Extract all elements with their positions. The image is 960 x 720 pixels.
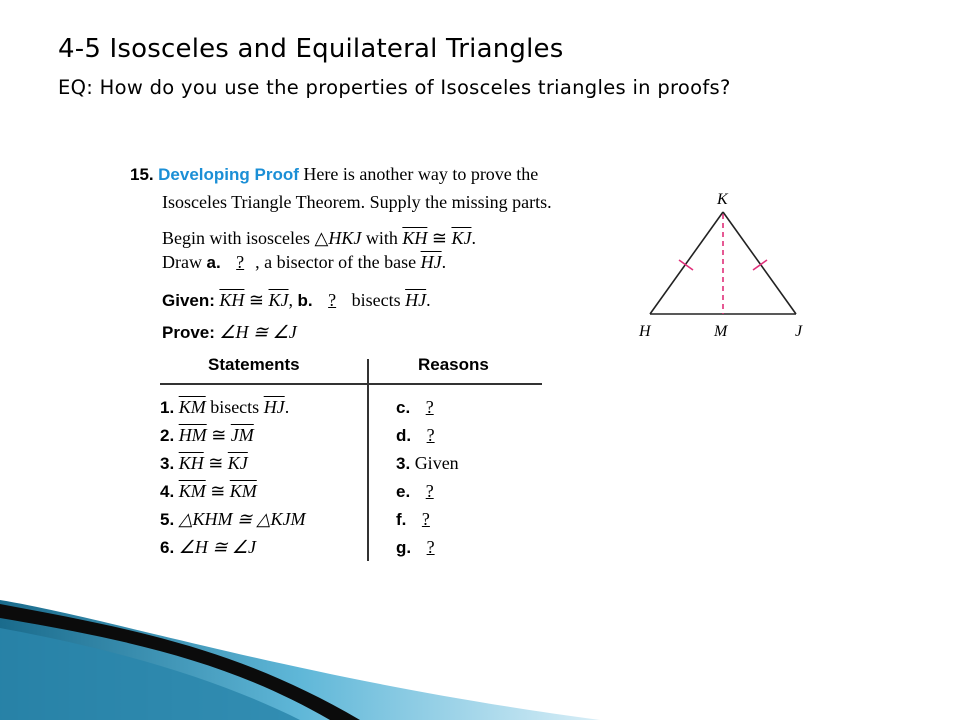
blank-b: ? xyxy=(328,290,337,310)
given-segment-hj: $\overline{HJ}$ xyxy=(405,290,427,310)
slide-title: 4-5 Isosceles and Equilateral Triangles xyxy=(58,34,564,64)
table-row xyxy=(160,509,542,537)
vertex-label-j: J xyxy=(795,323,803,340)
problem-intro-1: Here is another way to prove the xyxy=(303,164,539,184)
part-a-label: a. xyxy=(206,253,221,272)
table-row xyxy=(160,397,542,425)
blank-a: ? xyxy=(236,252,245,272)
bisects-text: bisects xyxy=(347,290,406,310)
table-row xyxy=(160,425,542,453)
essential-question: EQ: How do you use the properties of Isosceles triangles in proofs? xyxy=(58,76,731,99)
statement-seg-a: $\overline{KM}$ xyxy=(178,397,206,417)
given-label: Given: xyxy=(162,291,215,310)
triangle-diagram xyxy=(630,186,820,346)
segment-kh: $\overline{KH}$ xyxy=(402,228,428,248)
statement-seg-a: $\overline{KH}$ xyxy=(178,453,204,473)
problem-prove-line xyxy=(162,318,297,347)
reason-label: d. xyxy=(396,426,412,445)
reason-label: 3. xyxy=(396,454,411,473)
statement-mid: bisects xyxy=(205,397,264,417)
problem-intro-line-2 xyxy=(162,188,552,216)
period: . xyxy=(471,228,476,248)
congruent-symbol: ≅ xyxy=(427,228,452,248)
table-header-rule xyxy=(160,383,542,385)
row-number: 4. xyxy=(160,482,175,501)
statement-seg-b: $\overline{JM}$ xyxy=(230,425,254,445)
segment-hj: $\overline{HJ}$ xyxy=(420,252,442,272)
period: . xyxy=(441,252,447,272)
part-b-label: b. xyxy=(297,291,313,310)
congruent-symbol: ≅ xyxy=(244,290,269,310)
row-number: 6. xyxy=(160,538,175,557)
reason-blank: ? xyxy=(426,537,435,557)
decorative-bottom-swoosh xyxy=(0,590,960,720)
problem-given-line: Given: $\overline{KH}$ ≅ $\overline{KJ}$, b. ? bisects $\overline{HJ}$. xyxy=(162,286,431,315)
reason-blank: ? xyxy=(421,509,430,529)
row-number: 3. xyxy=(160,454,175,473)
statement-seg-b: $\overline{KJ}$ xyxy=(227,453,248,473)
reason-label: c. xyxy=(396,398,411,417)
period: . xyxy=(426,290,431,310)
reason-label: e. xyxy=(396,482,411,501)
row-number: 2. xyxy=(160,426,175,445)
statement-end: . xyxy=(284,397,290,417)
draw-post-text: , a bisector of the base xyxy=(255,252,421,272)
statement-seg-a: $\overline{HM}$ xyxy=(178,425,207,445)
segment-kj: $\overline{KJ}$ xyxy=(451,228,472,248)
prove-label: Prove: xyxy=(162,323,215,342)
statement-text: ∠H ≅ ∠J xyxy=(178,537,257,557)
given-segment-kj: $\overline{KJ}$ xyxy=(268,290,289,310)
tick-mark-right xyxy=(753,260,767,270)
table-row xyxy=(160,453,542,481)
prove-statement: ∠H ≅ ∠J xyxy=(219,322,297,342)
vertex-label-k: K xyxy=(717,191,728,208)
row-number: 5. xyxy=(160,510,175,529)
reason-blank: ? xyxy=(426,425,435,445)
triangle-right-side xyxy=(723,212,796,314)
table-row xyxy=(160,481,542,509)
reason-blank: ? xyxy=(425,481,434,501)
statement-seg-b: $\overline{HJ}$ xyxy=(263,397,285,417)
tick-mark-left xyxy=(679,260,693,270)
statements-header: Statements xyxy=(208,355,300,374)
statement-seg-a: $\overline{KM}$ xyxy=(178,481,206,501)
triangle-left-side xyxy=(650,212,723,314)
reason-text: Given xyxy=(414,453,459,473)
problem-draw-line xyxy=(162,248,446,277)
statement-mid: ≅ xyxy=(206,425,231,445)
reason-blank: ? xyxy=(425,397,434,417)
point-label-m: M xyxy=(714,323,728,340)
given-segment-kh: $\overline{KH}$ xyxy=(219,290,245,310)
draw-text: Draw xyxy=(162,252,207,272)
begin-text: Begin with isosceles △ xyxy=(162,228,329,248)
with-text: with xyxy=(361,228,403,248)
vertex-label-h: H xyxy=(639,323,651,340)
statement-seg-b: $\overline{KM}$ xyxy=(229,481,257,501)
problem-heading: Developing Proof xyxy=(158,165,299,184)
problem-intro-line-1 xyxy=(130,160,538,189)
reason-label: g. xyxy=(396,538,412,557)
statement-mid: ≅ xyxy=(203,453,228,473)
statement-text: △KHM ≅ △KJM xyxy=(178,509,306,529)
reasons-header: Reasons xyxy=(418,355,489,374)
problem-intro-2: Isosceles Triangle Theorem. Supply the missing parts. xyxy=(162,192,552,212)
table-row xyxy=(160,537,542,565)
statement-mid: ≅ xyxy=(205,481,230,501)
triangle-name: HKJ xyxy=(328,228,362,248)
problem-number: 15. xyxy=(130,165,154,184)
reason-label: f. xyxy=(396,510,407,529)
row-number: 1. xyxy=(160,398,175,417)
